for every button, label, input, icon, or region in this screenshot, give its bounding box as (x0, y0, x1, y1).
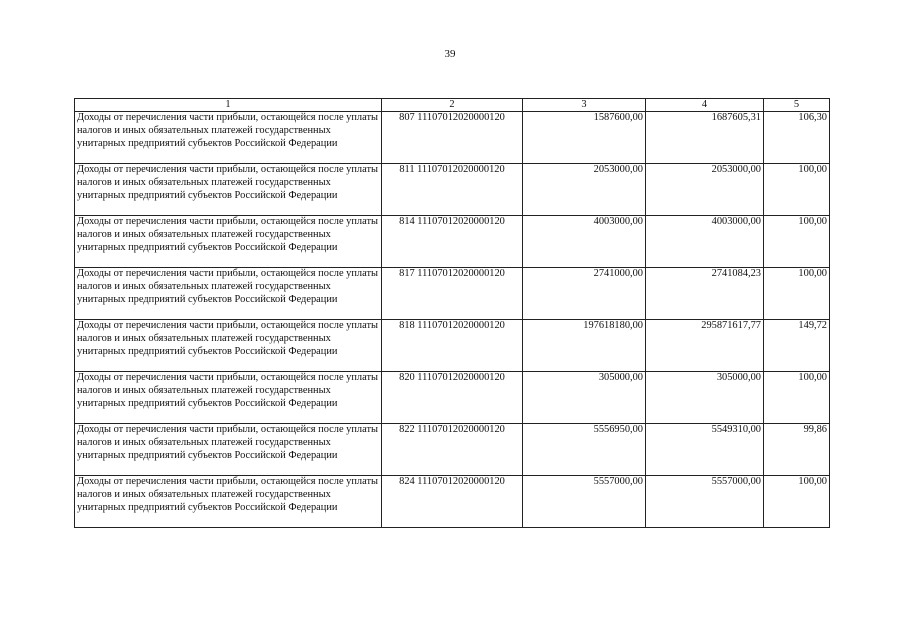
plan-cell: 5556950,00 (523, 424, 646, 476)
percent-cell: 100,00 (764, 268, 830, 320)
plan-cell: 197618180,00 (523, 320, 646, 372)
actual-cell: 4003000,00 (646, 216, 764, 268)
actual-cell: 295871617,77 (646, 320, 764, 372)
plan-cell: 1587600,00 (523, 112, 646, 164)
code-cell: 814 11107012020000120 (382, 216, 523, 268)
plan-cell: 305000,00 (523, 372, 646, 424)
description-cell: Доходы от перечисления части прибыли, остающейся после уплаты налогов и иных обязательных платежей государственных унитарных предприятий субъектов Российской Федерации (75, 372, 382, 424)
percent-cell: 100,00 (764, 372, 830, 424)
plan-cell: 2741000,00 (523, 268, 646, 320)
page-number: 39 (444, 48, 456, 60)
column-header-2: 2 (382, 99, 523, 112)
column-header-4: 4 (646, 99, 764, 112)
header-row (75, 99, 830, 112)
table-row (75, 268, 830, 320)
description-cell: Доходы от перечисления части прибыли, остающейся после уплаты налогов и иных обязательных платежей государственных унитарных предприятий субъектов Российской Федерации (75, 476, 382, 528)
description-cell: Доходы от перечисления части прибыли, остающейся после уплаты налогов и иных обязательных платежей государственных унитарных предприятий субъектов Российской Федерации (75, 216, 382, 268)
description-cell: Доходы от перечисления части прибыли, остающейся после уплаты налогов и иных обязательных платежей государственных унитарных предприятий субъектов Российской Федерации (75, 164, 382, 216)
plan-cell: 2053000,00 (523, 164, 646, 216)
percent-cell: 100,00 (764, 476, 830, 528)
code-cell: 822 11107012020000120 (382, 424, 523, 476)
column-header-5: 5 (764, 99, 830, 112)
table-row (75, 112, 830, 164)
table-row (75, 320, 830, 372)
budget-table (74, 98, 830, 528)
code-cell: 817 11107012020000120 (382, 268, 523, 320)
table-row (75, 164, 830, 216)
description-cell: Доходы от перечисления части прибыли, остающейся после уплаты налогов и иных обязательных платежей государственных унитарных предприятий субъектов Российской Федерации (75, 268, 382, 320)
code-cell: 820 11107012020000120 (382, 372, 523, 424)
description-cell: Доходы от перечисления части прибыли, остающейся после уплаты налогов и иных обязательных платежей государственных унитарных предприятий субъектов Российской Федерации (75, 112, 382, 164)
description-cell: Доходы от перечисления части прибыли, остающейся после уплаты налогов и иных обязательных платежей государственных унитарных предприятий субъектов Российской Федерации (75, 424, 382, 476)
percent-cell: 149,72 (764, 320, 830, 372)
table-row (75, 424, 830, 476)
percent-cell: 106,30 (764, 112, 830, 164)
actual-cell: 2741084,23 (646, 268, 764, 320)
actual-cell: 5557000,00 (646, 476, 764, 528)
percent-cell: 100,00 (764, 164, 830, 216)
actual-cell: 305000,00 (646, 372, 764, 424)
percent-cell: 99,86 (764, 424, 830, 476)
code-cell: 824 11107012020000120 (382, 476, 523, 528)
table-body (75, 112, 830, 528)
code-cell: 807 11107012020000120 (382, 112, 523, 164)
percent-cell: 100,00 (764, 216, 830, 268)
actual-cell: 5549310,00 (646, 424, 764, 476)
plan-cell: 5557000,00 (523, 476, 646, 528)
description-cell: Доходы от перечисления части прибыли, остающейся после уплаты налогов и иных обязательных платежей государственных унитарных предприятий субъектов Российской Федерации (75, 320, 382, 372)
table-row (75, 476, 830, 528)
actual-cell: 2053000,00 (646, 164, 764, 216)
plan-cell: 4003000,00 (523, 216, 646, 268)
column-header-1: 1 (75, 99, 382, 112)
code-cell: 811 11107012020000120 (382, 164, 523, 216)
column-header-3: 3 (523, 99, 646, 112)
actual-cell: 1687605,31 (646, 112, 764, 164)
table-row (75, 372, 830, 424)
code-cell: 818 11107012020000120 (382, 320, 523, 372)
table-header (75, 99, 830, 112)
table-row (75, 216, 830, 268)
